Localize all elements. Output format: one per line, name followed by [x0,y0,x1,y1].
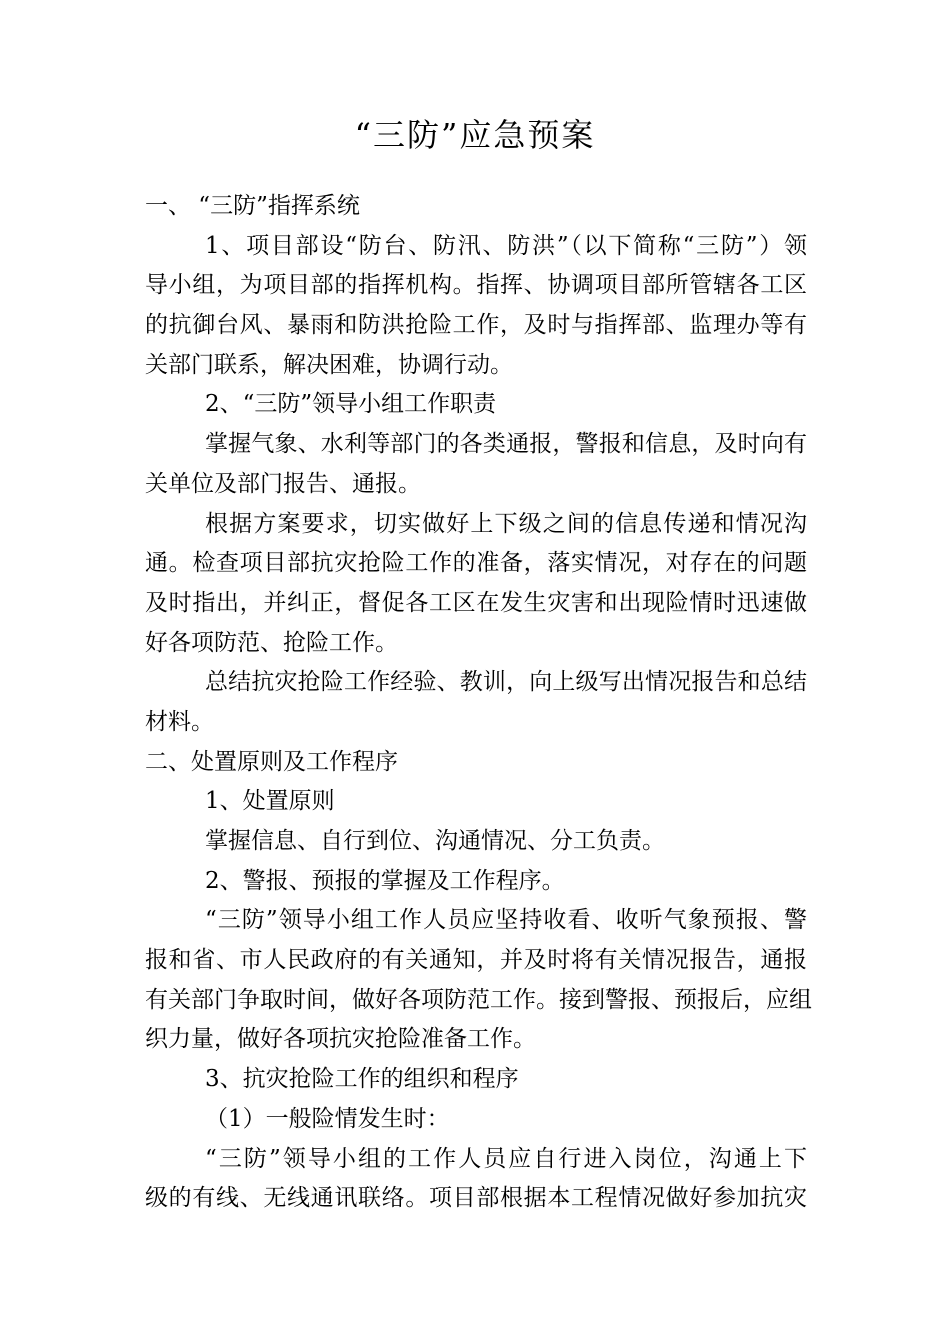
paragraph-line: 织力量，做好各项抗灾抢险准备工作。 [145,1026,536,1053]
document-title: “三防”应急预案 [354,116,596,154]
paragraph-line: 及时指出，并纠正，督促各工区在发生灾害和出现险情时迅速做 [145,589,807,616]
paragraph-line: 的抗御台风、暴雨和防洪抢险工作，及时与指挥部、监理办等有 [145,312,807,339]
paragraph-line: 级的有线、无线通讯联络。项目部根据本工程情况做好参加抗灾 [145,1185,807,1212]
paragraph-line: 1、处置原则 [205,788,335,815]
paragraph-line: 关单位及部门报告、通报。 [145,470,421,497]
paragraph-line: 通。检查项目部抗灾抢险工作的准备，落实情况，对存在的问题 [145,550,807,577]
paragraph-line: 3、抗灾抢险工作的组织和程序 [205,1066,519,1093]
paragraph-line: 关部门联系，解决困难，协调行动。 [145,351,513,378]
paragraph-line: 2、“三防”领导小组工作职责 [205,391,497,418]
paragraph-line: 总结抗灾抢险工作经验、教训，向上级写出情况报告和总结 [205,669,807,696]
paragraph-line: “三防”领导小组的工作人员应自行进入岗位，沟通上下 [205,1145,807,1172]
paragraph-line: 导小组，为项目部的指挥机构。指挥、协调项目部所管辖各工区 [145,272,807,299]
paragraph-line: 根据方案要求，切实做好上下级之间的信息传递和情况沟 [205,510,807,537]
paragraph-line: （1）一般险情发生时： [205,1105,450,1132]
paragraph-line: 掌握信息、自行到位、沟通情况、分工负责。 [205,828,665,854]
paragraph-line: 报和省、市人民政府的有关通知，并及时将有关情况报告，通报 [145,947,807,974]
paragraph-line: 1、项目部设“防台、防汛、防洪”（以下简称“三防”）领 [205,232,807,259]
paragraph-line: “三防”领导小组工作人员应坚持收看、收听气象预报、警 [205,907,807,934]
document-body [145,187,812,1219]
paragraph-line: 有关部门争取时间，做好各项防范工作。接到警报、预报后，应组 [145,986,812,1013]
paragraph-line: 2、警报、预报的掌握及工作程序。 [205,867,565,894]
paragraph-line: 掌握气象、水利等部门的各类通报，警报和信息，及时向有 [205,431,807,458]
paragraph-line: 好各项防范、抢险工作。 [145,629,398,656]
paragraph-line: 二、处置原则及工作程序 [145,748,398,775]
paragraph-line: 材料。 [145,708,214,735]
paragraph-line: 一、 “三防”指挥系统 [145,193,360,219]
